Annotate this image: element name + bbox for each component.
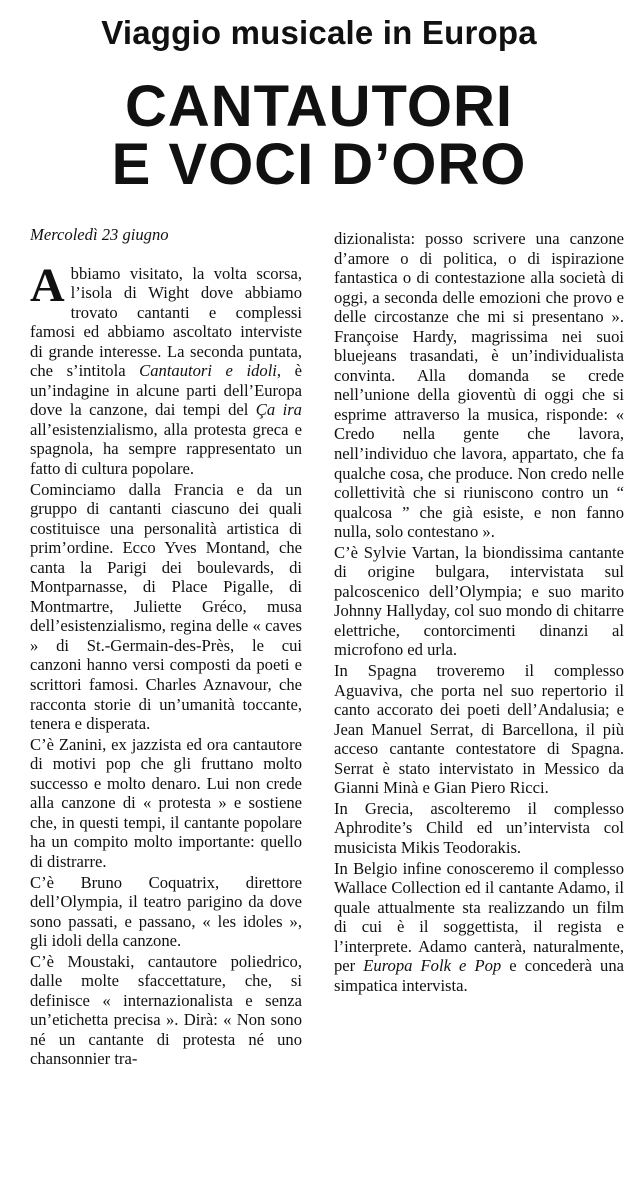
main-headline <box>0 74 638 197</box>
paragraph-zanini: C’è Zanini, ex jazzista ed ora cantautore di motivi pop che gli fruttano molto successo e molto denaro. Lui non crede alla canzone di « protesta » e sostiene che, in questi tempi, il cantante popolare ha un compito molto importante: quello di distrarre. <box>30 734 302 871</box>
paragraph-moustaki-cont: dizionalista: posso scrivere una canzone d’amore o di politica, o di ispirazione fantastica o di contestazione alla società di oggi, a seconda delle emozioni che provo e delle circostanze che mi si presentano ». Françoise Hardy, magrissima nei suoi bluejeans trasandati, è un’individualista convinta. Alla domanda se crede nell’unione della gioventù di oggi che si esprime attraverso la musica, risponde: « Credo nella gente che lavora, nell’individuo che lavora, appartato, che fa qualche cosa, che produce. Non credo nelle collettività che si riuniscono contro un “ qualcosa ” che già esiste, e non fanno nulla, solo contestano ». <box>334 229 624 542</box>
drop-cap: A <box>30 258 65 312</box>
kicker-headline: Viaggio musicale in Europa <box>101 14 537 51</box>
paragraph-coquatrix: C’è Bruno Coquatrix, direttore dell’Olympia, il teatro parigino da dove sono passati, e passano, « les idoles », gli idoli della canzone. <box>30 872 302 951</box>
headline-line-1: CANTAUTORI <box>124 74 514 139</box>
headline-line-2: E VOCI D’ORO <box>111 132 527 197</box>
paragraph-francia: Cominciamo dalla Francia e da un gruppo di cantanti ciascuno dei quali costituisce una personalità artistica di prim’ordine. Ecco Yves Montand, che canta la Parigi dei boulevards, di Montparnasse, di Place Pigalle, di Montmartre, Juliette Gréco, musa dell’esistenzialismo, regina delle « caves » di St.-Germain-des-Près, le cui canzoni hanno versi composti da poeti e scrittori famosi. Charles Aznavour, che racconta storie di un’umanità toccante, tenera e disperata. <box>30 479 302 734</box>
article-column-left <box>30 225 302 1196</box>
paragraph-grecia: In Grecia, ascolteremo il complesso Aphrodite’s Child ed un’intervista col musicista Mikis Teodorakis. <box>334 798 624 857</box>
dateline: Mercoledì 23 giugno <box>30 225 169 244</box>
paragraph-spagna: In Spagna troveremo il complesso Aguaviva, che porta nel suo repertorio il canto accorato dei poeti dell’Andalusia; e Jean Manuel Serrat, di Barcellona, il più acceso cantante contestatore di Spagna. Serrat è stato intervistato in Messico da Gianni Minà e Gian Piero Ricci. <box>334 661 624 798</box>
paragraph-vartan: C’è Sylvie Vartan, la biondissima cantante di origine bulgara, intervistata sul palcoscenico dell’Olympia; e suo marito Johnny Hallyday, col suo mondo di chitarre elettriche, contorcimenti dinanzi al microfono ed urla. <box>334 542 624 660</box>
paragraph-belgio: In Belgio infine conosceremo il complesso Wallace Collection ed il cantante Adamo, il quale attualmente sta realizzando un film di cui è il soggettista, il regista e l’interprete. Adamo canterà, naturalmente, per Europa Folk e Pop e concederà una simpatica intervista. <box>334 858 624 995</box>
paragraph-intro: Abbiamo visitato, la volta scorsa, l’isola di Wight dove abbiamo trovato cantanti e complessi famosi ed abbiamo ascoltato interviste di grande interesse. La seconda puntata, che s’intitola Cantautori e idoli, è un’indagine in alcune parti dell’Europa dove la canzone, dai tempi del Ça ira all’esistenzialismo, alla protesta greca e spagnola, ha sempre rappresentato un fatto di cultura popolare. <box>30 258 302 479</box>
article-column-right <box>334 229 624 1196</box>
paragraph-moustaki: C’è Moustaki, cantautore poliedrico, dalle molte sfaccettature, che, si definisce « internazionalista e senza un’etichetta precisa ». Dirà: « Non sono né un cantante di protesta né uno chansonnier tra- <box>30 951 302 1069</box>
